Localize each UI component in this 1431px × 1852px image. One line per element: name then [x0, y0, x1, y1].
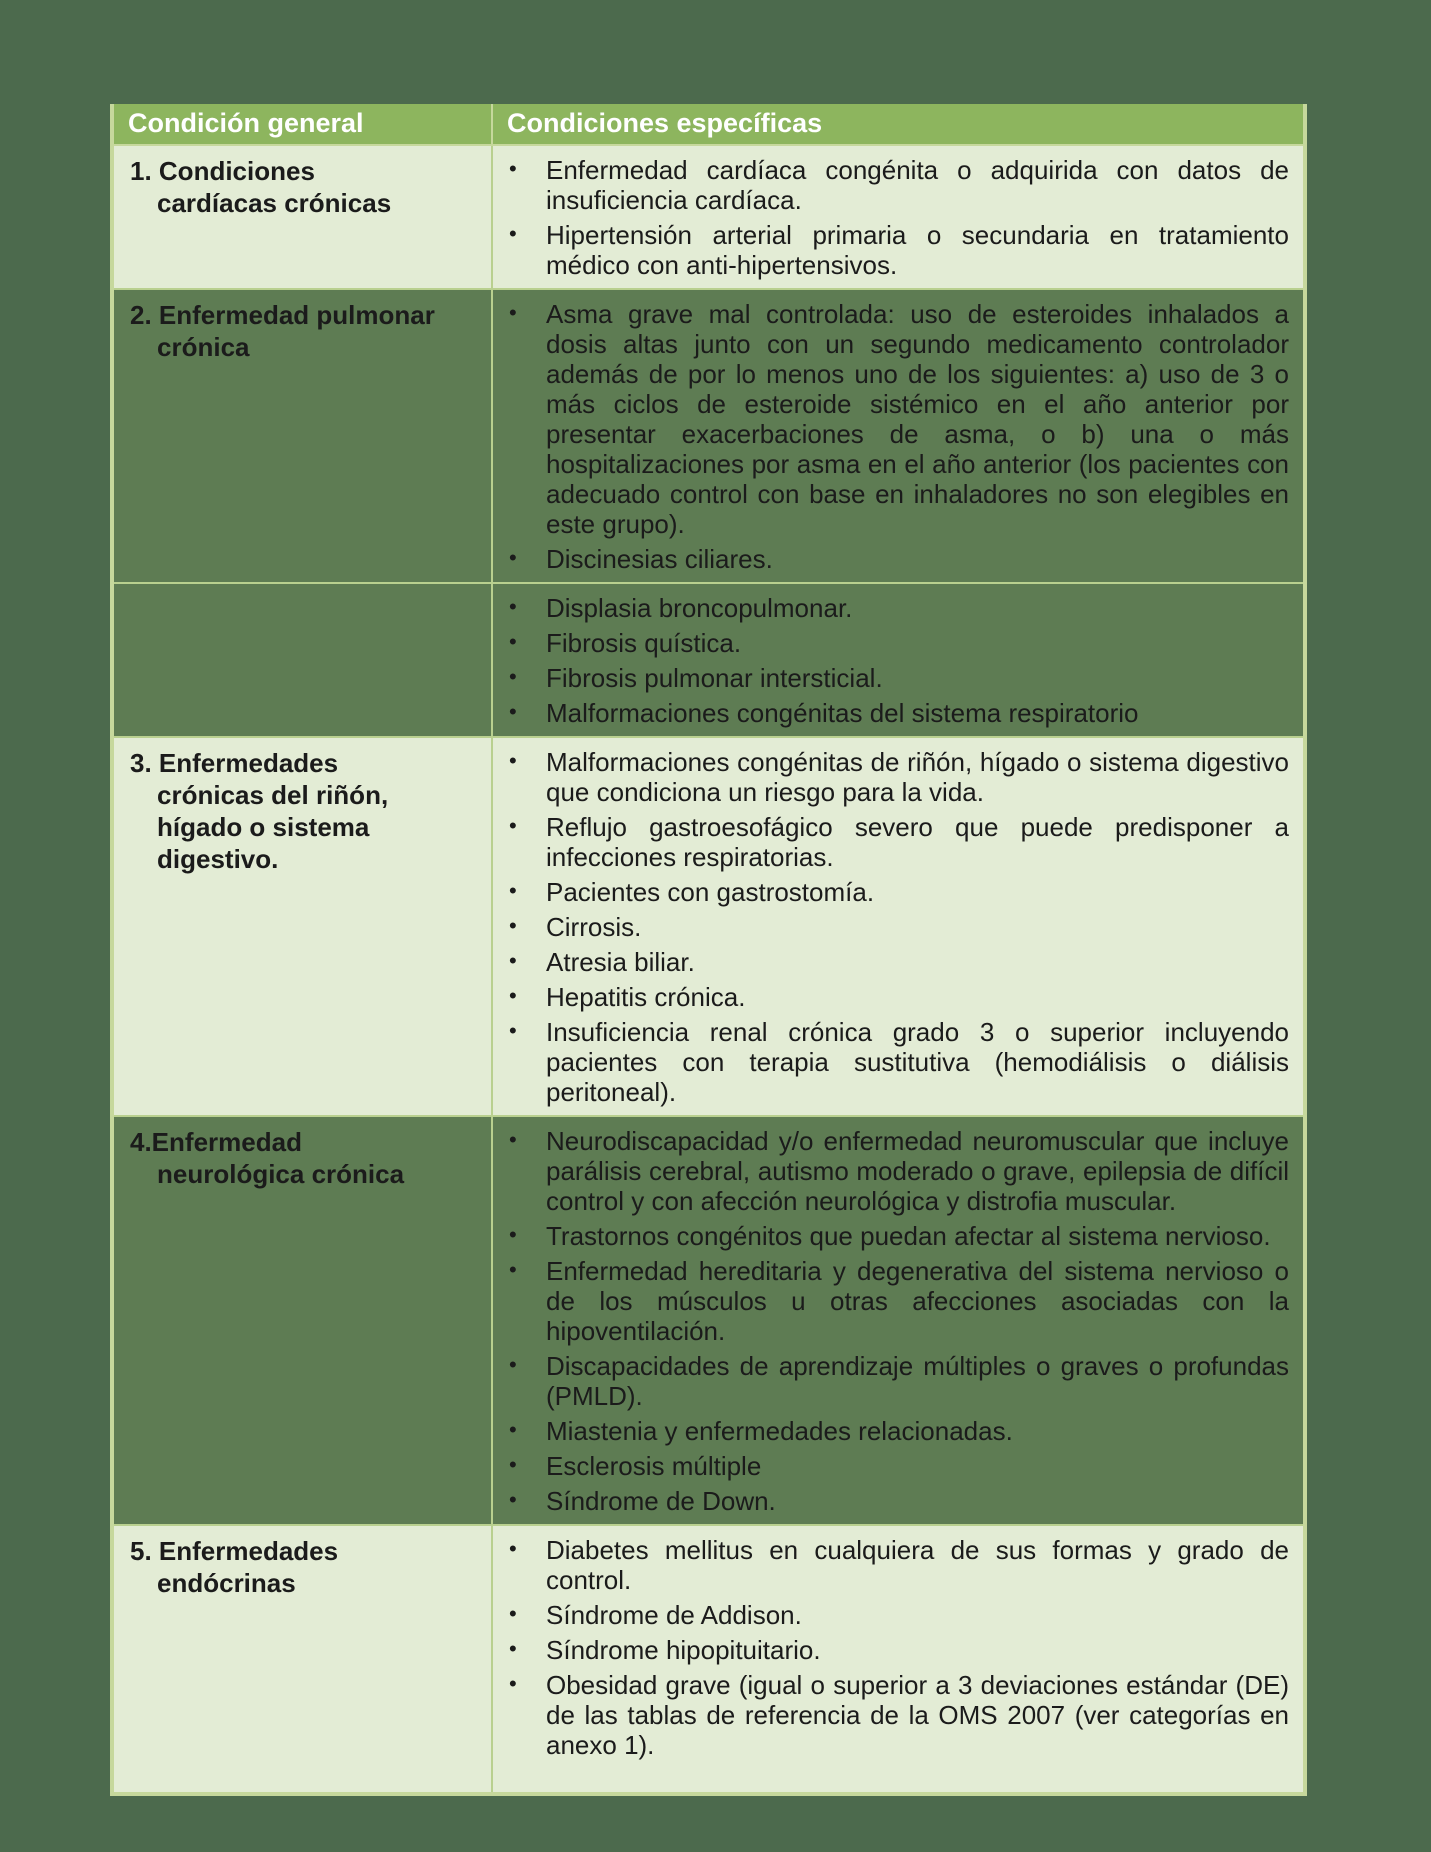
- condition-item: • Malformaciones congénitas del sistema respiratorio: [493, 698, 1289, 728]
- table-body: [112, 145, 1305, 1794]
- condition-item: • Insuficiencia renal crónica grado 3 o superior incluyendo pacientes con terapia sustitutiva (hemodiálisis o diálisis peritoneal).: [493, 1017, 1289, 1107]
- general-condition-cell: [112, 1525, 492, 1794]
- general-condition-cell: [112, 289, 492, 583]
- condition-item: • Hipertensión arterial primaria o secundaria en tratamiento médico con anti-hipertensivos.: [493, 220, 1289, 280]
- condition-item: • Obesidad grave (igual o superior a 3 deviaciones estándar (DE) de las tablas de referencia de la OMS 2007 (ver categorías en anexo 1).: [493, 1670, 1289, 1760]
- general-condition-cell: [112, 583, 492, 737]
- general-condition-label: 4.Enfermedad neurológica crónica: [130, 1127, 405, 1189]
- condition-item: • Discapacidades de aprendizaje múltiples o graves o profundas (PMLD).: [493, 1351, 1289, 1411]
- column-header-condiciones-especificas: Condiciones específicas: [492, 104, 1305, 145]
- condition-item: • Hepatitis crónica.: [493, 982, 1289, 1012]
- condition-item: • Asma grave mal controlada: uso de esteroides inhalados a dosis altas junto con un segundo medicamento controlador además de por lo menos uno de los siguientes: a) uso de 3 o más ciclos de esteroide sistémico en el año anterior por presentar exacerbaciones de asma, o b) una o más hospitalizaciones por asma en el año anterior (los pacientes con adecuado control con base en inhaladores no son elegibles en este grupo).: [493, 299, 1289, 539]
- condition-item: • Trastornos congénitos que puedan afectar al sistema nervioso.: [493, 1221, 1289, 1251]
- general-condition-cell: [112, 1116, 492, 1525]
- condition-item: • Fibrosis quística.: [493, 628, 1289, 658]
- condition-item: • Fibrosis pulmonar intersticial.: [493, 663, 1289, 693]
- condition-item: • Enfermedad cardíaca congénita o adquirida con datos de insuficiencia cardíaca.: [493, 155, 1289, 215]
- condition-item: • Enfermedad hereditaria y degenerativa del sistema nervioso o de los músculos u otras afecciones asociadas con la hipoventilación.: [493, 1256, 1289, 1346]
- condition-item: • Malformaciones congénitas de riñón, hígado o sistema digestivo que condiciona un riesgo para la vida.: [493, 747, 1289, 807]
- table-row: [112, 289, 1305, 583]
- specific-conditions-list: [493, 155, 1289, 280]
- condition-item: • Pacientes con gastrostomía.: [493, 877, 1289, 907]
- general-condition-label: 5. Enfermedades endócrinas: [130, 1536, 339, 1598]
- general-condition-label: 1. Condiciones cardíacas crónicas: [130, 156, 392, 218]
- specific-conditions-cell: [492, 145, 1305, 289]
- general-condition-cell: [112, 145, 492, 289]
- specific-conditions-cell: [492, 737, 1305, 1116]
- specific-conditions-cell: [492, 289, 1305, 583]
- condition-item: • Miastenia y enfermedades relacionadas.: [493, 1416, 1289, 1446]
- specific-conditions-list: [493, 299, 1289, 574]
- table-header: [112, 104, 1305, 145]
- condition-item: • Síndrome de Addison.: [493, 1600, 1289, 1630]
- condition-item: • Discinesias ciliares.: [493, 544, 1289, 574]
- table-row: [112, 1116, 1305, 1525]
- specific-conditions-list: [493, 1535, 1289, 1760]
- specific-conditions-cell: [492, 1116, 1305, 1525]
- specific-conditions-cell: [492, 583, 1305, 737]
- condition-item: • Síndrome de Down.: [493, 1486, 1289, 1516]
- specific-conditions-cell: [492, 1525, 1305, 1794]
- table-row: [112, 1525, 1305, 1794]
- condition-item: • Displasia broncopulmonar.: [493, 593, 1289, 623]
- general-condition-cell: [112, 737, 492, 1116]
- specific-conditions-list: [493, 747, 1289, 1107]
- header-row: [112, 104, 1305, 145]
- general-condition-label: 2. Enfermedad pulmonar crónica: [130, 300, 435, 362]
- table-row: [112, 583, 1305, 737]
- general-condition-label: 3. Enfermedades crónicas del riñón, hígado o sistema digestivo.: [130, 748, 389, 874]
- condition-item: • Esclerosis múltiple: [493, 1451, 1289, 1481]
- condition-item: • Neurodiscapacidad y/o enfermedad neuromuscular que incluye parálisis cerebral, autismo moderado o grave, epilepsia de difícil control y con afección neurológica y distrofia muscular.: [493, 1126, 1289, 1216]
- condition-item: • Atresia biliar.: [493, 947, 1289, 977]
- specific-conditions-list: [493, 593, 1289, 728]
- table-row: [112, 737, 1305, 1116]
- condition-item: • Cirrosis.: [493, 912, 1289, 942]
- condition-item: • Reflujo gastroesofágico severo que puede predisponer a infecciones respiratorias.: [493, 812, 1289, 872]
- column-header-condicion-general: Condición general: [112, 104, 492, 145]
- condition-item: • Diabetes mellitus en cualquiera de sus formas y grado de control.: [493, 1535, 1289, 1595]
- condition-item: • Síndrome hipopituitario.: [493, 1635, 1289, 1665]
- conditions-table: [110, 104, 1307, 1796]
- table-row: [112, 145, 1305, 289]
- specific-conditions-list: [493, 1126, 1289, 1516]
